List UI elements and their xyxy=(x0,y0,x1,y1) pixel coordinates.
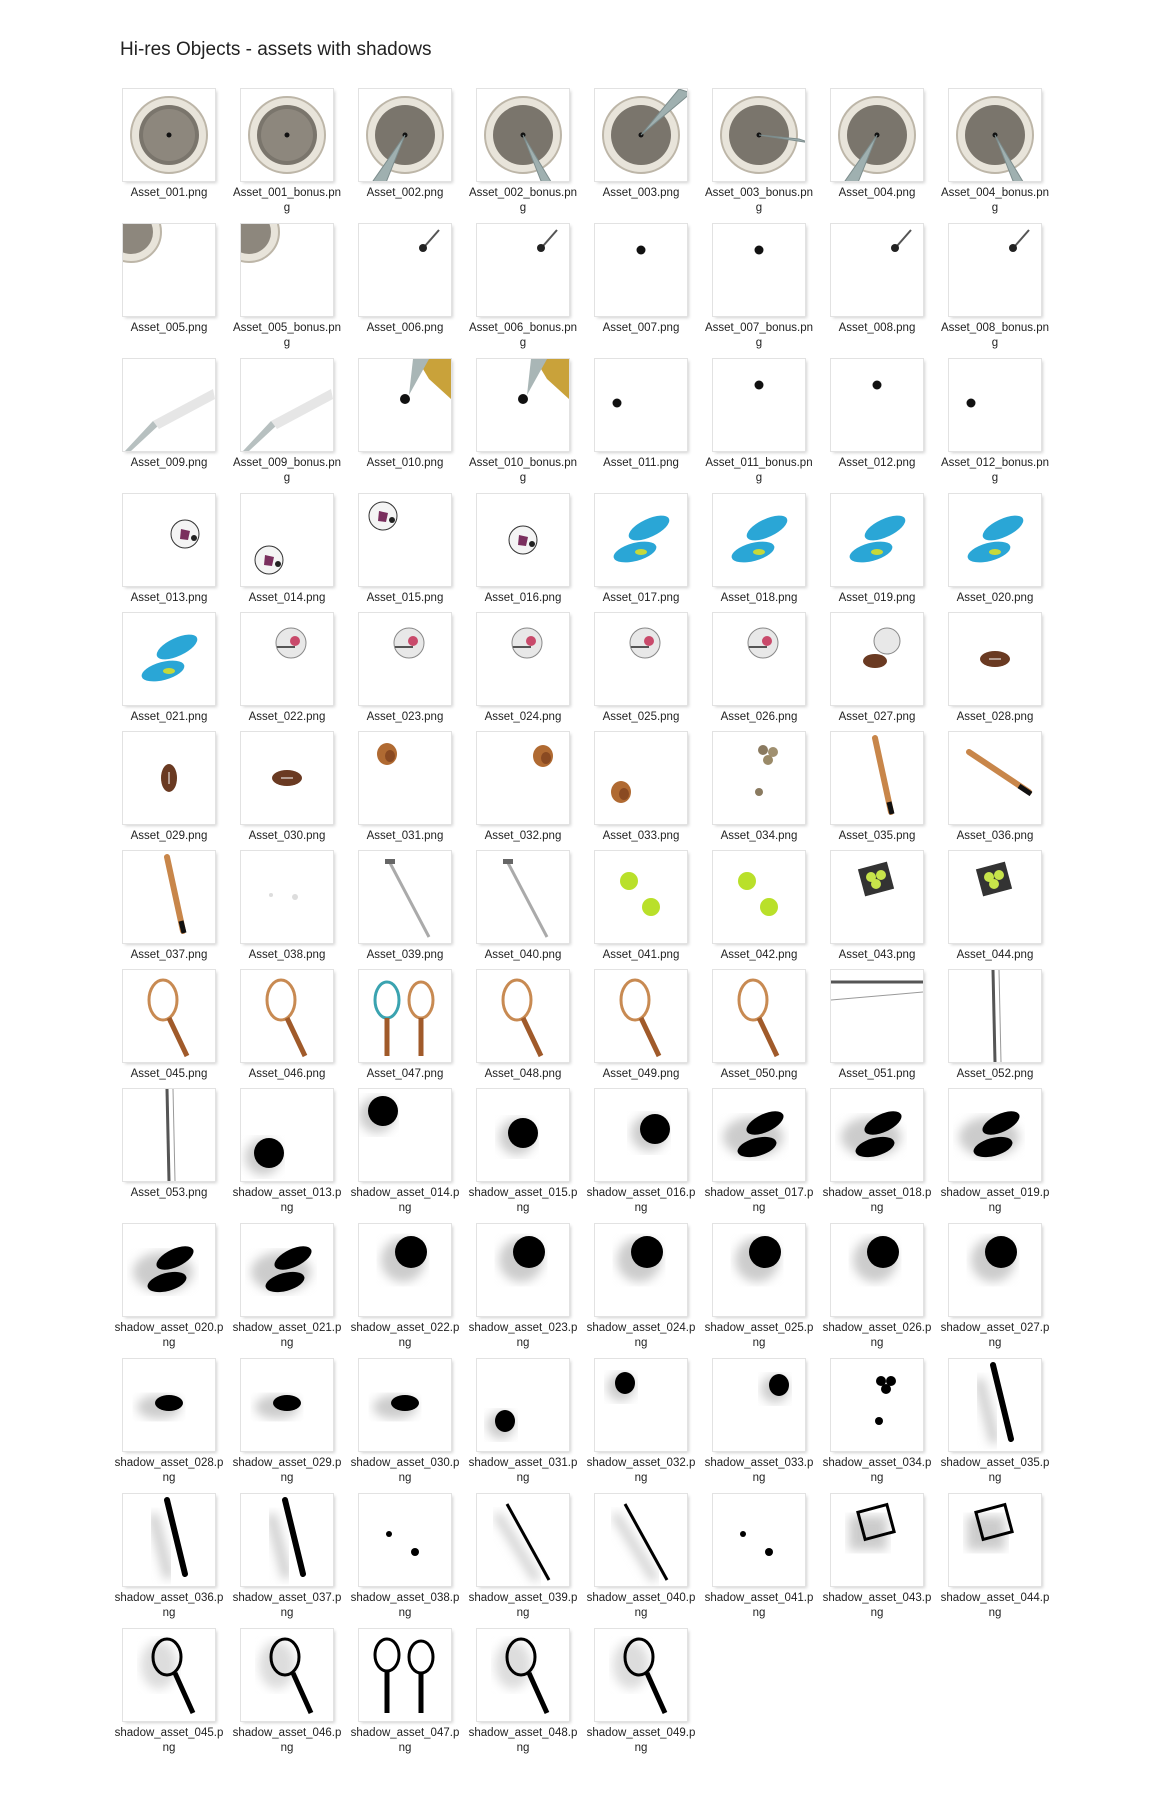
shadow-cleats-icon xyxy=(123,1224,215,1316)
football-icon xyxy=(241,732,333,824)
file-name: shadow_asset_046.png xyxy=(232,1727,342,1754)
file-name: Asset_053.png xyxy=(130,1187,208,1199)
file-name: shadow_asset_026.png xyxy=(822,1322,932,1349)
shadow-racket-icon xyxy=(595,1629,687,1721)
shadow-dots-icon xyxy=(359,1494,451,1586)
file-name: shadow_asset_044.png xyxy=(940,1592,1050,1619)
file-name: shadow_asset_036.png xyxy=(114,1592,224,1619)
shadow-helmet-icon xyxy=(713,1224,805,1316)
file-name: shadow_asset_029.png xyxy=(232,1457,342,1484)
file-name: shadow_asset_013.png xyxy=(232,1187,342,1214)
ball-basket-icon xyxy=(949,851,1041,943)
shadow-football-icon xyxy=(123,1359,215,1451)
tennis-ball-icon xyxy=(595,851,687,943)
file-name: Asset_042.png xyxy=(720,949,798,961)
file-name: Asset_014.png xyxy=(248,592,326,604)
shadow-basket-icon xyxy=(949,1494,1041,1586)
file-name: Asset_035.png xyxy=(838,830,916,842)
file-name: Asset_032.png xyxy=(484,830,562,842)
file-name: Asset_028.png xyxy=(956,711,1034,723)
pot-umbrella-icon xyxy=(713,89,805,181)
racket-icon xyxy=(713,970,805,1062)
bat-icon xyxy=(123,851,215,943)
file-name: shadow_asset_041.png xyxy=(704,1592,814,1619)
glove-icon xyxy=(595,732,687,824)
shadow-baseballs-icon xyxy=(831,1359,923,1451)
ball-basket-icon xyxy=(831,851,923,943)
file-name: Asset_037.png xyxy=(130,949,208,961)
cleats-icon xyxy=(831,494,923,586)
soccer-ball-icon xyxy=(241,494,333,586)
file-name: Asset_033.png xyxy=(602,830,680,842)
file-name: Asset_036.png xyxy=(956,830,1034,842)
file-name: Asset_017.png xyxy=(602,592,680,604)
baseballs-icon xyxy=(713,732,805,824)
file-name: shadow_asset_045.png xyxy=(114,1727,224,1754)
file-name: shadow_asset_020.png xyxy=(114,1322,224,1349)
file-name: Asset_034.png xyxy=(720,830,798,842)
shadow-rackets-icon xyxy=(359,1629,451,1721)
file-name: Asset_026.png xyxy=(720,711,798,723)
file-name: Asset_008.png xyxy=(838,322,916,334)
umbrella-yellow-icon xyxy=(359,359,451,451)
shadow-racket-icon xyxy=(477,1629,569,1721)
file-name: Asset_043.png xyxy=(838,949,916,961)
pot-umbrella-icon xyxy=(595,89,687,181)
shadow-golf-club-icon xyxy=(477,1494,569,1586)
file-name: Asset_020.png xyxy=(956,592,1034,604)
soccer-ball-icon xyxy=(359,494,451,586)
file-name: shadow_asset_021.png xyxy=(232,1322,342,1349)
helmet-icon xyxy=(595,613,687,705)
file-name: shadow_asset_016.png xyxy=(586,1187,696,1214)
racket-icon xyxy=(241,970,333,1062)
helmet-icon xyxy=(713,613,805,705)
racket-icon xyxy=(123,970,215,1062)
file-name: Asset_024.png xyxy=(484,711,562,723)
file-name: Asset_011.png xyxy=(603,457,679,469)
pot-corner-icon xyxy=(241,224,333,316)
file-name: Asset_051.png xyxy=(838,1068,916,1080)
shadow-bat-icon xyxy=(949,1359,1041,1451)
racket-icon xyxy=(477,970,569,1062)
dot-icon xyxy=(713,359,805,451)
file-name: shadow_asset_033.png xyxy=(704,1457,814,1484)
file-name: shadow_asset_028.png xyxy=(114,1457,224,1484)
shadow-football-icon xyxy=(241,1359,333,1451)
file-name: Asset_010_bonus.png xyxy=(468,457,578,484)
file-name: Asset_038.png xyxy=(248,949,326,961)
file-name: Asset_049.png xyxy=(602,1068,680,1080)
page-title: Hi-res Objects - assets with shadows xyxy=(120,39,432,60)
pot-icon xyxy=(123,89,215,181)
shadow-ball-icon xyxy=(595,1089,687,1181)
net-icon xyxy=(949,970,1041,1062)
pot-umbrella-icon xyxy=(359,89,451,181)
file-name: Asset_025.png xyxy=(602,711,680,723)
file-name: Asset_002_bonus.png xyxy=(468,187,578,214)
file-name: Asset_007_bonus.png xyxy=(704,322,814,349)
shadow-cleats-icon xyxy=(831,1089,923,1181)
pot-corner-icon xyxy=(123,224,215,316)
file-name: Asset_003.png xyxy=(602,187,680,199)
file-name: shadow_asset_043.png xyxy=(822,1592,932,1619)
file-name: Asset_041.png xyxy=(602,949,680,961)
file-name: shadow_asset_014.png xyxy=(350,1187,460,1214)
file-name: shadow_asset_022.png xyxy=(350,1322,460,1349)
file-name: shadow_asset_035.png xyxy=(940,1457,1050,1484)
file-name: Asset_022.png xyxy=(248,711,326,723)
shadow-helmet-icon xyxy=(831,1224,923,1316)
file-name: Asset_008_bonus.png xyxy=(940,322,1050,349)
file-name: Asset_010.png xyxy=(366,457,444,469)
shadow-helmet-icon xyxy=(595,1224,687,1316)
soccer-ball-icon xyxy=(123,494,215,586)
file-name: shadow_asset_040.png xyxy=(586,1592,696,1619)
shadow-golf-club-icon xyxy=(595,1494,687,1586)
file-name: shadow_asset_017.png xyxy=(704,1187,814,1214)
bat-icon xyxy=(949,732,1041,824)
file-name: Asset_001_bonus.png xyxy=(232,187,342,214)
file-name: Asset_012.png xyxy=(838,457,916,469)
dot-icon xyxy=(949,359,1041,451)
rackets-icon xyxy=(359,970,451,1062)
shadow-basket-icon xyxy=(831,1494,923,1586)
file-name: Asset_006_bonus.png xyxy=(468,322,578,349)
file-name: Asset_004.png xyxy=(838,187,916,199)
file-name: shadow_asset_048.png xyxy=(468,1727,578,1754)
dot-icon xyxy=(713,224,805,316)
file-name: shadow_asset_037.png xyxy=(232,1592,342,1619)
helmet-icon xyxy=(241,613,333,705)
dot-icon xyxy=(595,224,687,316)
file-name: shadow_asset_027.png xyxy=(940,1322,1050,1349)
file-name: Asset_005_bonus.png xyxy=(232,322,342,349)
dot-icon xyxy=(595,359,687,451)
file-name: shadow_asset_018.png xyxy=(822,1187,932,1214)
file-name: shadow_asset_019.png xyxy=(940,1187,1050,1214)
soccer-ball-icon xyxy=(477,494,569,586)
file-name: Asset_002.png xyxy=(366,187,444,199)
shadow-bat-icon xyxy=(123,1494,215,1586)
file-name: Asset_004_bonus.png xyxy=(940,187,1050,214)
file-name: shadow_asset_034.png xyxy=(822,1457,932,1484)
shadow-bat-icon xyxy=(241,1494,333,1586)
file-name: Asset_021.png xyxy=(130,711,208,723)
file-name: shadow_asset_023.png xyxy=(468,1322,578,1349)
file-name: Asset_040.png xyxy=(484,949,562,961)
file-name: Asset_045.png xyxy=(130,1068,208,1080)
file-name: Asset_052.png xyxy=(956,1068,1034,1080)
file-name: shadow_asset_024.png xyxy=(586,1322,696,1349)
pot-umbrella-icon xyxy=(949,89,1041,181)
file-name: Asset_003_bonus.png xyxy=(704,187,814,214)
racket-icon xyxy=(595,970,687,1062)
file-name: shadow_asset_031.png xyxy=(468,1457,578,1484)
file-name: Asset_016.png xyxy=(484,592,562,604)
bat-icon xyxy=(831,732,923,824)
pole-ball-icon xyxy=(477,224,569,316)
shadow-racket-icon xyxy=(241,1629,333,1721)
file-name: Asset_050.png xyxy=(720,1068,798,1080)
pole-ball-icon xyxy=(949,224,1041,316)
file-name: shadow_asset_015.png xyxy=(468,1187,578,1214)
helmet-icon xyxy=(477,613,569,705)
shadow-cleats-icon xyxy=(241,1224,333,1316)
file-name: Asset_012_bonus.png xyxy=(940,457,1050,484)
file-name: Asset_015.png xyxy=(366,592,444,604)
shadow-helmet-icon xyxy=(949,1224,1041,1316)
cleats-icon xyxy=(123,613,215,705)
golf-club-icon xyxy=(477,851,569,943)
file-name: Asset_019.png xyxy=(838,592,916,604)
shadow-football-icon xyxy=(359,1359,451,1451)
file-name: Asset_001.png xyxy=(130,187,208,199)
cleats-icon xyxy=(949,494,1041,586)
file-name: shadow_asset_049.png xyxy=(586,1727,696,1754)
football-icon xyxy=(949,613,1041,705)
file-name: shadow_asset_039.png xyxy=(468,1592,578,1619)
file-name: Asset_011_bonus.png xyxy=(705,457,813,484)
file-name: Asset_005.png xyxy=(130,322,208,334)
helmet-icon xyxy=(359,613,451,705)
file-name: Asset_029.png xyxy=(130,830,208,842)
cleats-icon xyxy=(713,494,805,586)
glove-icon xyxy=(359,732,451,824)
dot-icon xyxy=(831,359,923,451)
shadow-helmet-icon xyxy=(359,1224,451,1316)
file-name: Asset_030.png xyxy=(248,830,326,842)
tennis-ball-icon xyxy=(713,851,805,943)
shadow-glove-icon xyxy=(713,1359,805,1451)
file-name: shadow_asset_030.png xyxy=(350,1457,460,1484)
shadow-cleats-icon xyxy=(713,1089,805,1181)
file-name: Asset_044.png xyxy=(956,949,1034,961)
shadow-glove-icon xyxy=(477,1359,569,1451)
file-name: Asset_039.png xyxy=(366,949,444,961)
file-name: Asset_046.png xyxy=(248,1068,326,1080)
file-name: Asset_047.png xyxy=(366,1068,444,1080)
shadow-ball-icon xyxy=(241,1089,333,1181)
file-name: Asset_009_bonus.png xyxy=(232,457,342,484)
file-name: shadow_asset_025.png xyxy=(704,1322,814,1349)
file-name: shadow_asset_032.png xyxy=(586,1457,696,1484)
pole-ball-icon xyxy=(831,224,923,316)
shadow-ball-icon xyxy=(477,1089,569,1181)
file-name: Asset_013.png xyxy=(130,592,208,604)
shadow-racket-icon xyxy=(123,1629,215,1721)
helmet-football-icon xyxy=(831,613,923,705)
file-name: Asset_006.png xyxy=(366,322,444,334)
file-name: Asset_009.png xyxy=(130,457,208,469)
shadow-glove-icon xyxy=(595,1359,687,1451)
pot-umbrella-icon xyxy=(831,89,923,181)
file-name: shadow_asset_038.png xyxy=(350,1592,460,1619)
glove-icon xyxy=(477,732,569,824)
cleats-icon xyxy=(595,494,687,586)
pole-ball-icon xyxy=(359,224,451,316)
file-name: Asset_018.png xyxy=(720,592,798,604)
file-name: Asset_027.png xyxy=(838,711,916,723)
file-name: Asset_031.png xyxy=(366,830,444,842)
file-name: Asset_023.png xyxy=(366,711,444,723)
file-name: shadow_asset_047.png xyxy=(350,1727,460,1754)
file-name: Asset_048.png xyxy=(484,1068,562,1080)
golf-club-icon xyxy=(359,851,451,943)
net-icon xyxy=(123,1089,215,1181)
shadow-dots-icon xyxy=(713,1494,805,1586)
umbrella-tip-icon xyxy=(123,359,215,451)
pot-icon xyxy=(241,89,333,181)
shadow-cleats-icon xyxy=(949,1089,1041,1181)
net-icon xyxy=(831,970,923,1062)
umbrella-yellow-icon xyxy=(477,359,569,451)
umbrella-tip-icon xyxy=(241,359,333,451)
shadow-ball-icon xyxy=(359,1089,451,1181)
file-name: Asset_007.png xyxy=(602,322,680,334)
faint-dots-icon xyxy=(241,851,333,943)
pot-umbrella-icon xyxy=(477,89,569,181)
shadow-helmet-icon xyxy=(477,1224,569,1316)
football-icon xyxy=(123,732,215,824)
